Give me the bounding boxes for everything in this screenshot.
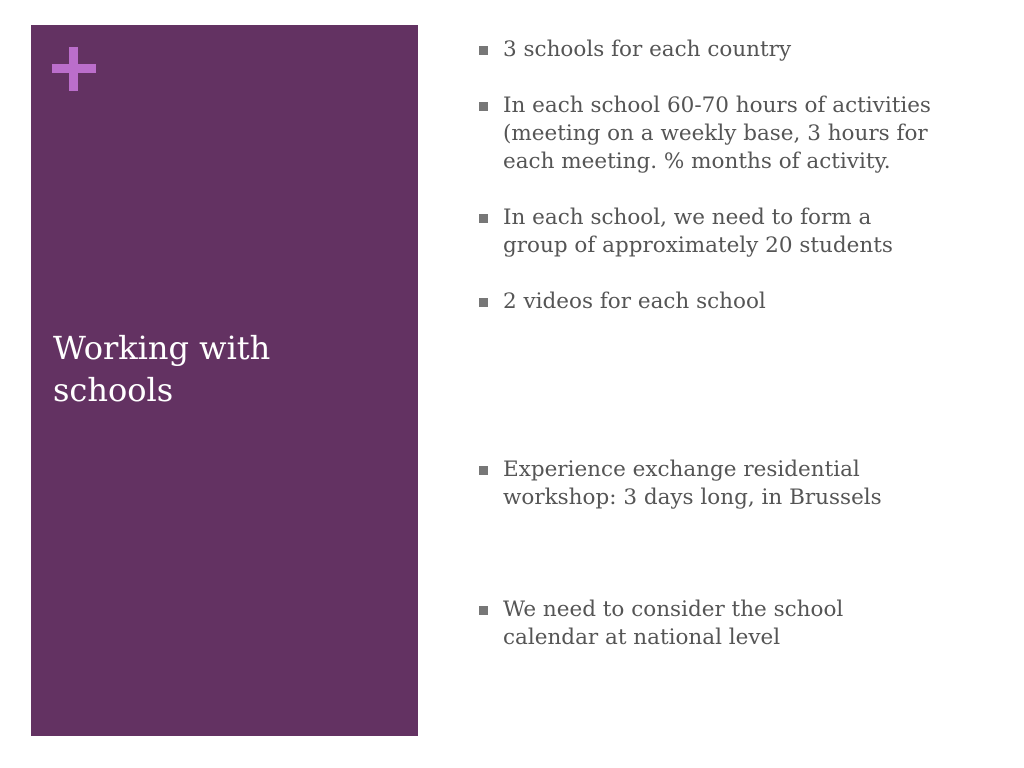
square-bullet-icon bbox=[479, 46, 488, 55]
bullet-item bbox=[477, 288, 977, 316]
bullet-text: We need to consider the school calendar at national level bbox=[503, 597, 844, 650]
plus-icon bbox=[52, 47, 96, 91]
bullet-text: 3 schools for each country bbox=[503, 37, 792, 62]
bullet-text: Experience exchange residential workshop: 3 days long, in Brussels bbox=[503, 457, 882, 510]
bullet-item bbox=[477, 36, 977, 64]
bullet-item bbox=[477, 92, 977, 176]
square-bullet-icon bbox=[479, 466, 488, 475]
square-bullet-icon bbox=[479, 102, 488, 111]
bullet-item bbox=[477, 596, 977, 652]
bullet-item bbox=[477, 204, 977, 260]
plus-icon-vertical-bar bbox=[69, 47, 78, 91]
square-bullet-icon bbox=[479, 606, 488, 615]
slide-title: Working with schools bbox=[53, 329, 271, 409]
bullet-item bbox=[477, 456, 977, 512]
bullet-text: 2 videos for each school bbox=[503, 289, 766, 314]
bullet-text: In each school 60-70 hours of activities (meeting on a weekly base, 3 hours for each meeting. % months of activity. bbox=[503, 93, 931, 174]
square-bullet-icon bbox=[479, 214, 488, 223]
bullet-text: In each school, we need to form a group of approximately 20 students bbox=[503, 205, 893, 258]
square-bullet-icon bbox=[479, 298, 488, 307]
